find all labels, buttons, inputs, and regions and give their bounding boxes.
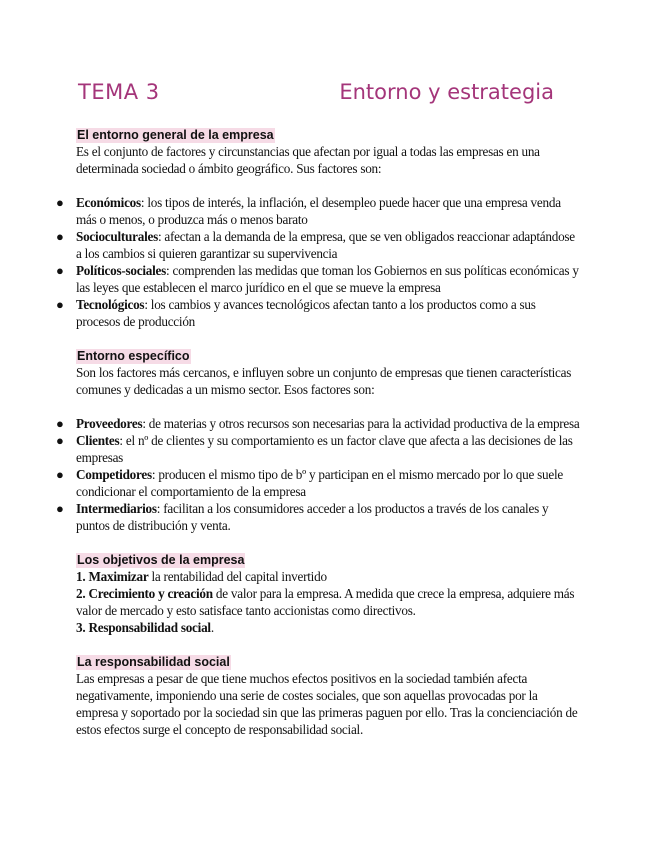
topic-number: TEMA 3 [78, 80, 160, 104]
item-term: Clientes [76, 433, 120, 448]
bullet-icon: ● [56, 501, 64, 516]
item-term: Intermediarios [76, 501, 157, 516]
bullet-icon: ● [56, 263, 64, 278]
section-general [56, 126, 580, 330]
page-header [78, 80, 558, 112]
item-text: : los cambios y avances tecnológicos afectan tanto a los productos como a sus procesos de producción [76, 297, 536, 329]
item-text: : de materias y otros recursos son necesarias para la actividad productiva de la empresa [142, 416, 580, 431]
document-body [56, 126, 580, 738]
bullet-icon: ● [56, 229, 64, 244]
section-title: Los objetivos de la empresa [77, 553, 245, 567]
item-text: : facilitan a los consumidores acceder a los productos a través de los canales y puntos de distribución y venta. [76, 501, 549, 533]
item-term: Maximizar [88, 569, 149, 584]
item-text: : afectan a la demanda de la empresa, que se ven obligados reaccionar adaptándose a los cambios si quieren garantizar su supervivencia [76, 229, 575, 261]
numbered-item [76, 619, 580, 636]
bullet-icon: ● [56, 467, 64, 482]
item-text: . [210, 620, 214, 635]
bullet-icon: ● [56, 416, 64, 431]
list-item [56, 466, 580, 500]
section-title: La responsabilidad social [77, 655, 230, 669]
item-number: 3. [76, 620, 86, 635]
section-especifico [56, 347, 580, 534]
list-item [56, 500, 580, 534]
item-text: : el nº de clientes y su comportamiento es un factor clave que afecta a las decisiones de las empresas [76, 433, 573, 465]
item-term: Tecnológicos [76, 297, 145, 312]
item-text: la rentabilidad del capital invertido [148, 569, 327, 584]
numbered-item [76, 585, 580, 619]
section-intro: Son los factores más cercanos, e influyen sobre un conjunto de empresas que tienen características comunes y dedicadas a un mismo sector. Esos factores son: [76, 365, 572, 397]
item-term: Proveedores [76, 416, 143, 431]
list-item [56, 194, 580, 228]
item-text: : los tipos de interés, la inflación, el desempleo puede hacer que una empresa venda más o menos, o produzca más o menos barato [76, 195, 561, 227]
topic-title: Entorno y estrategia [339, 80, 554, 104]
section-objetivos [76, 551, 580, 636]
numbered-item [76, 568, 580, 585]
factor-list [56, 194, 580, 330]
list-item [56, 296, 580, 330]
section-intro: Es el conjunto de factores y circunstancias que afectan por igual a todas las empresas en una determinada sociedad o ámbito geográfico. Sus factores son: [76, 144, 540, 176]
item-term: Socioculturales [76, 229, 158, 244]
item-number: 2. [76, 586, 86, 601]
item-text: de valor para la empresa. A medida que crece la empresa, adquiere más valor de mercado y esto satisface tanto accionistas como directivos. [76, 586, 575, 618]
item-number: 1. [76, 569, 86, 584]
bullet-icon: ● [56, 297, 64, 312]
section-responsabilidad [76, 653, 580, 738]
list-item [56, 432, 580, 466]
section-title: Entorno específico [77, 349, 190, 363]
item-text: : producen el mismo tipo de bº y participan en el mismo mercado por lo que suele condicionar el comportamiento de la empresa [76, 467, 563, 499]
item-text: : comprenden las medidas que toman los Gobiernos en sus políticas económicas y las leyes que establecen el marco jurídico en el que se mueve la empresa [76, 263, 579, 295]
section-title: El entorno general de la empresa [77, 128, 274, 142]
bullet-icon: ● [56, 195, 64, 210]
section-body: Las empresas a pesar de que tiene muchos efectos positivos en la sociedad también afecta negativamente, imponiendo una serie de costes sociales, que son aquellas provocadas por la empresa y soportado por la sociedad sin que las primeras paguen por ello. Tras la concienciación de estos efectos surge el concepto de responsabilidad social. [76, 671, 578, 737]
bullet-icon: ● [56, 433, 64, 448]
factor-list [56, 415, 580, 534]
item-term: Competidores [76, 467, 152, 482]
item-term: Responsabilidad social [88, 620, 211, 635]
list-item [56, 415, 580, 432]
list-item [56, 228, 580, 262]
item-term: Crecimiento y creación [88, 586, 213, 601]
item-term: Políticos-sociales [76, 263, 166, 278]
item-term: Económicos [76, 195, 141, 210]
list-item [56, 262, 580, 296]
